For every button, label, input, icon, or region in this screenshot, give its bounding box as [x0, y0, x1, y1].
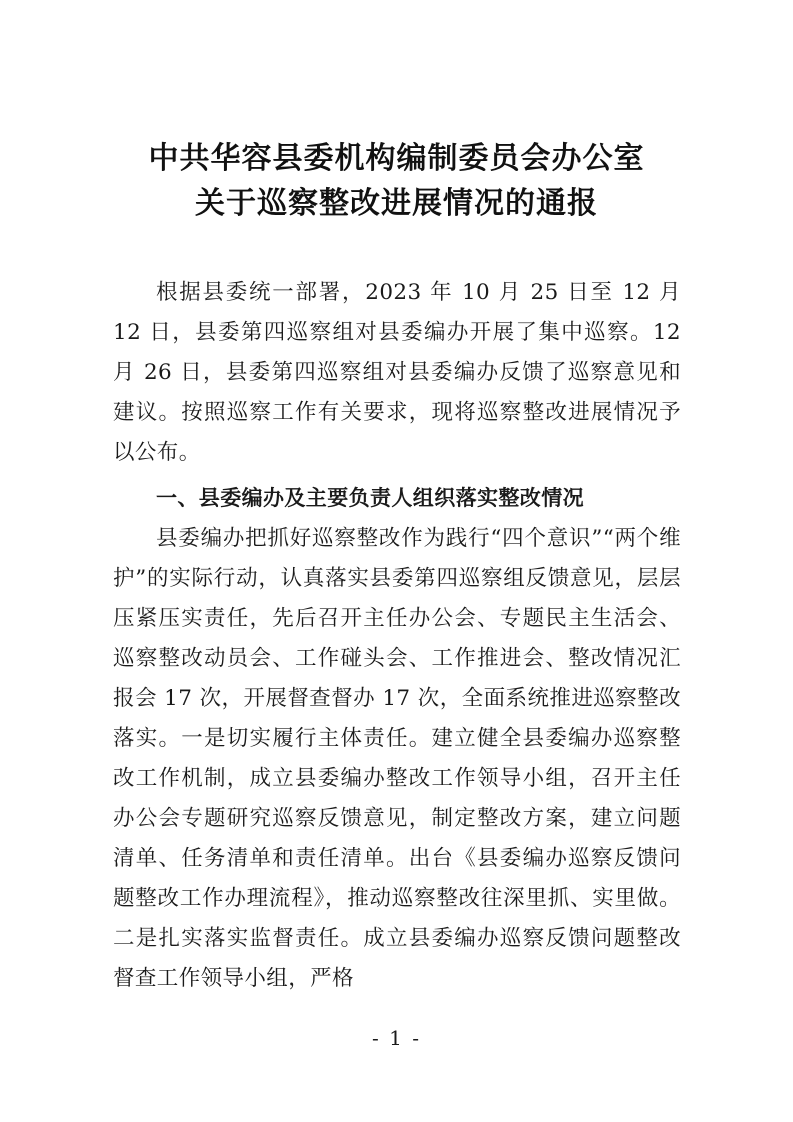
document-title-line-1: 中共华容县委机构编制委员会办公室	[148, 141, 645, 176]
section-1-heading: 一、县委编办及主要负责人组织落实整改情况	[156, 486, 584, 510]
intro-paragraph: 根据县委统一部署，2023 年 10 月 25 日至 12 月 12 日，县委第四巡察组对县委编办开展了集中巡察。12 月 26 日，县委第四巡察组对县委编办反馈了巡察意见和建议。按照巡察工作有关要求，现将巡察整改进展情况予以公布。	[113, 280, 681, 465]
document-title-line-2: 关于巡察整改进展情况的通报	[195, 186, 598, 221]
page-number: - 1 -	[372, 1026, 421, 1050]
section-1-paragraph: 县委编办把抓好巡察整改作为践行“四个意识”“两个维护”的实际行动，认真落实县委第四巡察组反馈意见，层层压紧压实责任，先后召开主任办公会、专题民主生活会、巡察整改动员会、工作碰头会、工作推进会、整改情况汇报会 17 次，开展督查督办 17 次，全面系统推进巡察整改落实。一是切实履行主体责任。建立健全县委编办巡察整改工作机制，成立县委编办整改工作领导小组，召开主任办公会专题研究巡察反馈意见，制定整改方案，建立问题清单、任务清单和责任清单。出台《县委编办巡察反馈问题整改工作办理流程》，推动巡察整改往深里抓、实里做。二是扎实落实监督责任。成立县委编办巡察反馈问题整改督查工作领导小组，严格	[113, 526, 681, 991]
